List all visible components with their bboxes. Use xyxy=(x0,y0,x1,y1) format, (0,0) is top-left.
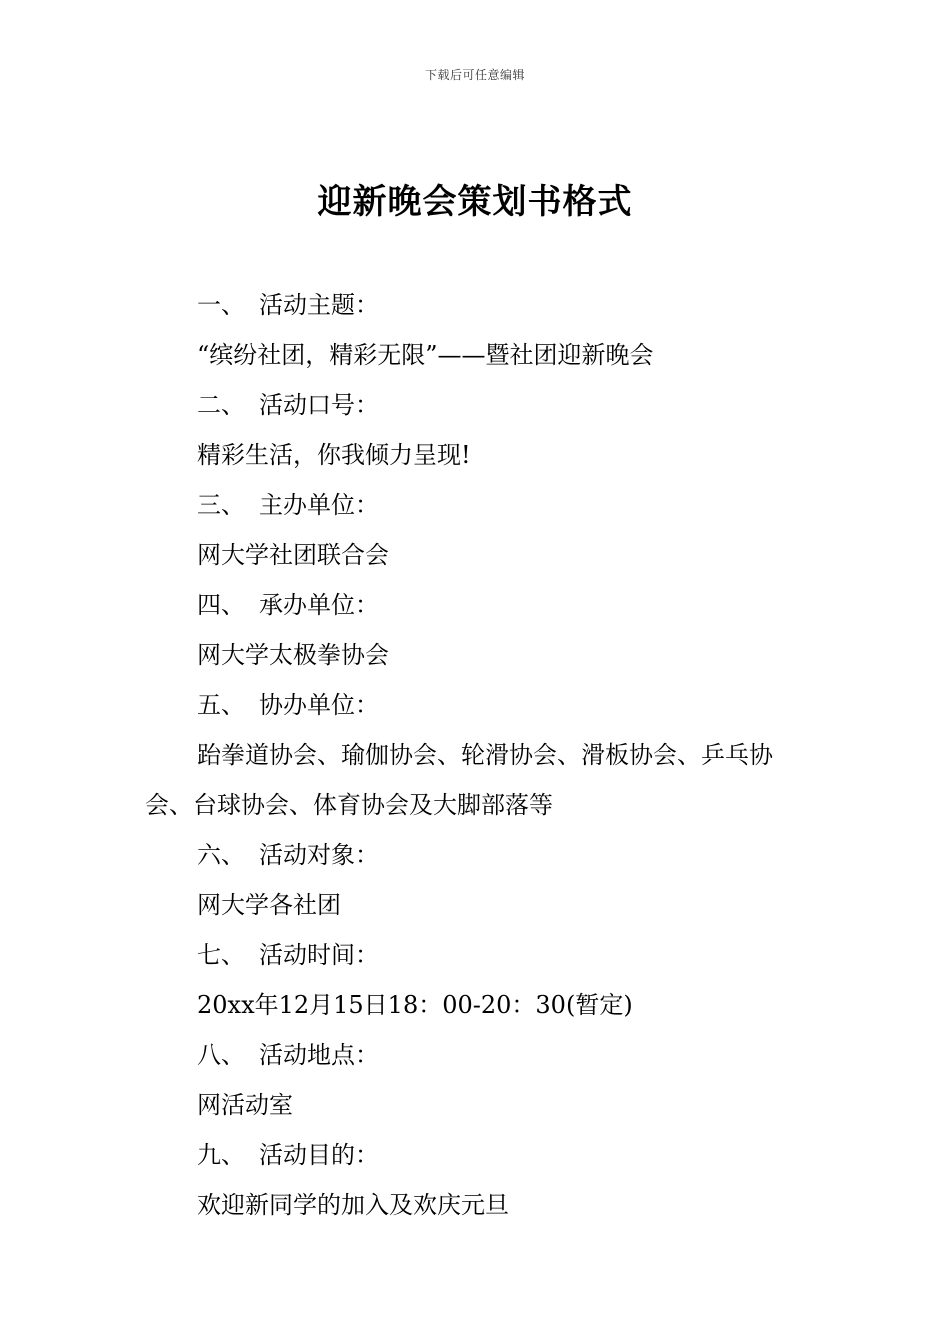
section-number: 一、 xyxy=(197,291,245,319)
section-content-7: 20xx年12月15日18：00-20：30(暂定) xyxy=(197,991,633,1019)
section-number: 四、 xyxy=(197,591,245,619)
document-title: 迎新晚会策划书格式 xyxy=(317,182,633,222)
section-heading-label: 主办单位： xyxy=(259,491,379,519)
section-heading-label: 活动时间： xyxy=(259,941,379,969)
section-number: 三、 xyxy=(197,491,245,519)
section-heading-5 xyxy=(145,680,815,730)
section-number: 九、 xyxy=(197,1141,245,1169)
section-number: 七、 xyxy=(197,941,245,969)
section-number: 六、 xyxy=(197,841,245,869)
header-note: 下载后可任意编辑 xyxy=(424,68,525,82)
section-heading-label: 活动地点： xyxy=(259,1041,379,1069)
section-heading-7 xyxy=(145,930,815,980)
section-content-1: “缤纷社团，精彩无限”——暨社团迎新晚会 xyxy=(197,341,654,369)
document-body xyxy=(145,280,815,1230)
section-heading-label: 承办单位： xyxy=(259,591,379,619)
section-heading-4 xyxy=(145,580,815,630)
section-heading-8 xyxy=(145,1030,815,1080)
section-content-8: 网活动室 xyxy=(197,1091,293,1119)
section-heading-label: 活动主题： xyxy=(259,291,379,319)
section-content-4: 网大学太极拳协会 xyxy=(197,641,389,669)
section-heading-label: 协办单位： xyxy=(259,691,379,719)
section-heading-6 xyxy=(145,830,815,880)
section-heading-label: 活动口号： xyxy=(259,391,379,419)
section-content-3: 网大学社团联合会 xyxy=(197,541,389,569)
section-number: 五、 xyxy=(197,691,245,719)
section-heading-1 xyxy=(145,280,815,330)
section-heading-3 xyxy=(145,480,815,530)
section-content-9: 欢迎新同学的加入及欢庆元旦 xyxy=(197,1191,509,1219)
section-heading-label: 活动目的： xyxy=(259,1141,379,1169)
section-number: 八、 xyxy=(197,1041,245,1069)
section-content-6: 网大学各社团 xyxy=(197,891,341,919)
section-heading-2 xyxy=(145,380,815,430)
section-heading-label: 活动对象： xyxy=(259,841,379,869)
section-heading-9 xyxy=(145,1130,815,1180)
section-content-2: 精彩生活，你我倾力呈现! xyxy=(197,441,471,469)
section-content-5: 跆拳道协会、瑜伽协会、轮滑协会、滑板协会、乒乓协会、台球协会、体育协会及大脚部落等 xyxy=(145,741,773,819)
section-number: 二、 xyxy=(197,391,245,419)
